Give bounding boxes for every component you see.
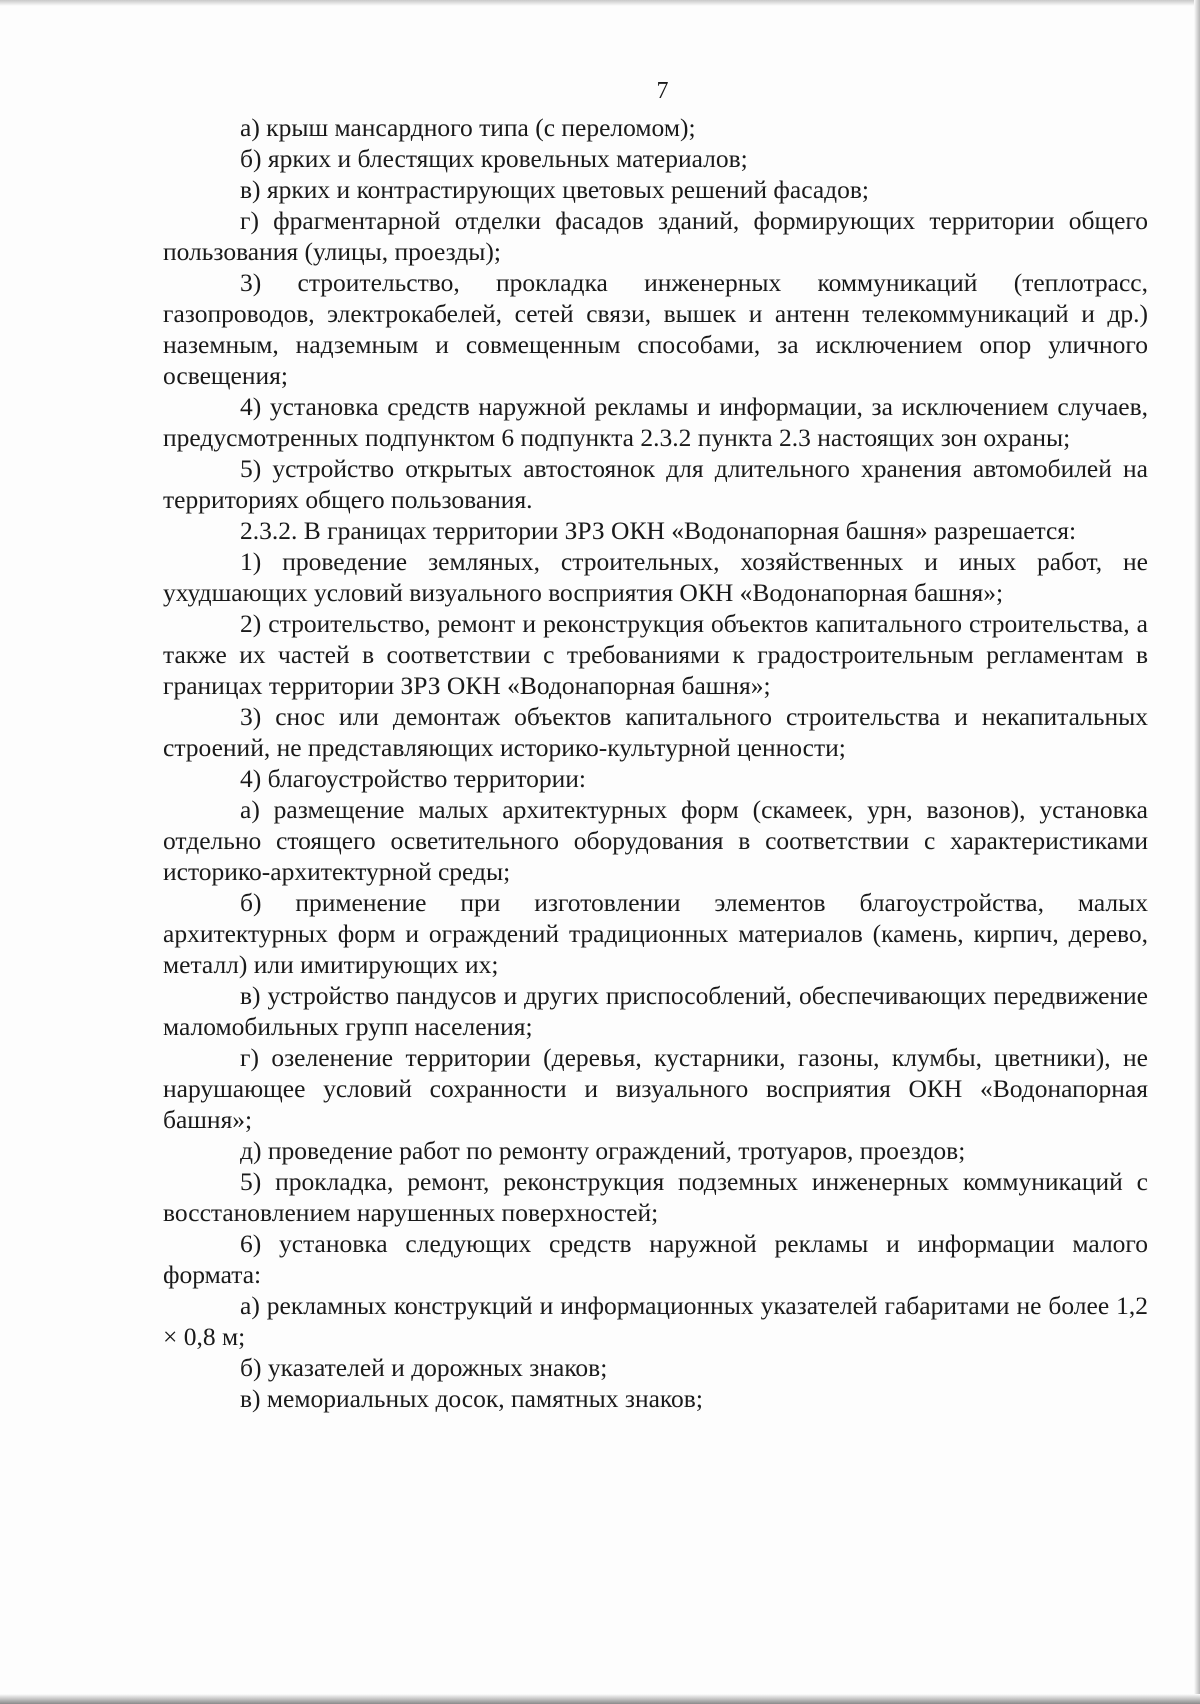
paragraph-v-facade-colors: в) ярких и контрастирующих цветовых решений фасадов; (240, 175, 869, 204)
paragraph-d-repairs: д) проведение работ по ремонту ограждений, тротуаров, проездов; (240, 1136, 966, 1165)
paragraph-g-facade-finish: г) фрагментарной отделки фасадов зданий, формирующих территории общего пользования (улицы, проезды); (163, 206, 1148, 266)
paragraph-5-underground-utilities: 5) прокладка, ремонт, реконструкция подземных инженерных коммуникаций с восстановлением нарушенных поверхностей; (163, 1167, 1148, 1227)
paragraph-2-construction: 2) строительство, ремонт и реконструкция объектов капитального строительства, а также их частей в соответствии с требованиями к градостроительным регламентам в границах территории ЗРЗ ОКН «Водонапорная башня»; (163, 609, 1148, 700)
document-body (163, 112, 1148, 1414)
paragraph-v-ramps: в) устройство пандусов и других приспособлений, обеспечивающих передвижение маломобильных групп населения; (163, 981, 1148, 1041)
paragraph-b-roof-materials: б) ярких и блестящих кровельных материалов; (240, 144, 748, 173)
scan-edge-right (1194, 0, 1200, 1704)
paragraph-v-memorial-plaques: в) мемориальных досок, памятных знаков; (240, 1384, 703, 1413)
scan-edge-bottom (0, 1694, 1200, 1704)
paragraph-a-small-forms: а) размещение малых архитектурных форм (скамеек, урн, вазонов), установка отдельно стоящего осветительного оборудования в соответствии с характеристиками историко-архитектурной среды; (163, 795, 1148, 886)
paragraph-a-roofs: а) крыш мансардного типа (с переломом); (240, 113, 696, 142)
paragraph-3-utilities: 3) строительство, прокладка инженерных коммуникаций (теплотрасс, газопроводов, электрокабелей, сетей связи, вышек и антенн телекоммуникаций и др.) наземным, надземным и совмещенным способами, за исключением опор уличного освещения; (163, 268, 1148, 390)
paragraph-5-parking: 5) устройство открытых автостоянок для длительного хранения автомобилей на территориях общего пользования. (163, 454, 1148, 514)
scan-edge-top (0, 0, 1200, 6)
paragraph-1-earthworks: 1) проведение земляных, строительных, хозяйственных и иных работ, не ухудшающих условий визуального восприятия ОКН «Водонапорная башня»; (163, 547, 1148, 607)
paragraph-b-road-signs: б) указателей и дорожных знаков; (240, 1353, 608, 1382)
paragraph-g-greening: г) озеленение территории (деревья, кустарники, газоны, клумбы, цветники), не нарушающее условий сохранности и визуального восприятия ОКН «Водонапорная башня»; (163, 1043, 1148, 1134)
paragraph-a-ad-structures: а) рекламных конструкций и информационных указателей габаритами не более 1,2 × 0,8 м; (163, 1291, 1148, 1351)
page-number: 7 (656, 78, 669, 104)
paragraph-4-landscaping: 4) благоустройство территории: (240, 764, 587, 793)
paragraph-6-small-advertising: 6) установка следующих средств наружной рекламы и информации малого формата: (163, 1229, 1148, 1289)
paragraph-4-advertising: 4) установка средств наружной рекламы и информации, за исключением случаев, предусмотренных подпунктом 6 подпункта 2.3.2 пункта 2.3 настоящих зон охраны; (163, 392, 1148, 452)
paragraph-b-materials: б) применение при изготовлении элементов благоустройства, малых архитектурных форм и ограждений традиционных материалов (камень, кирпич, дерево, металл) или имитирующих их; (163, 888, 1148, 979)
section-2-3-2-heading: 2.3.2. В границах территории ЗРЗ ОКН «Водонапорная башня» разрешается: (240, 516, 1077, 545)
paragraph-3-demolition: 3) снос или демонтаж объектов капитального строительства и некапитальных строений, не представляющих историко-культурной ценности; (163, 702, 1148, 762)
